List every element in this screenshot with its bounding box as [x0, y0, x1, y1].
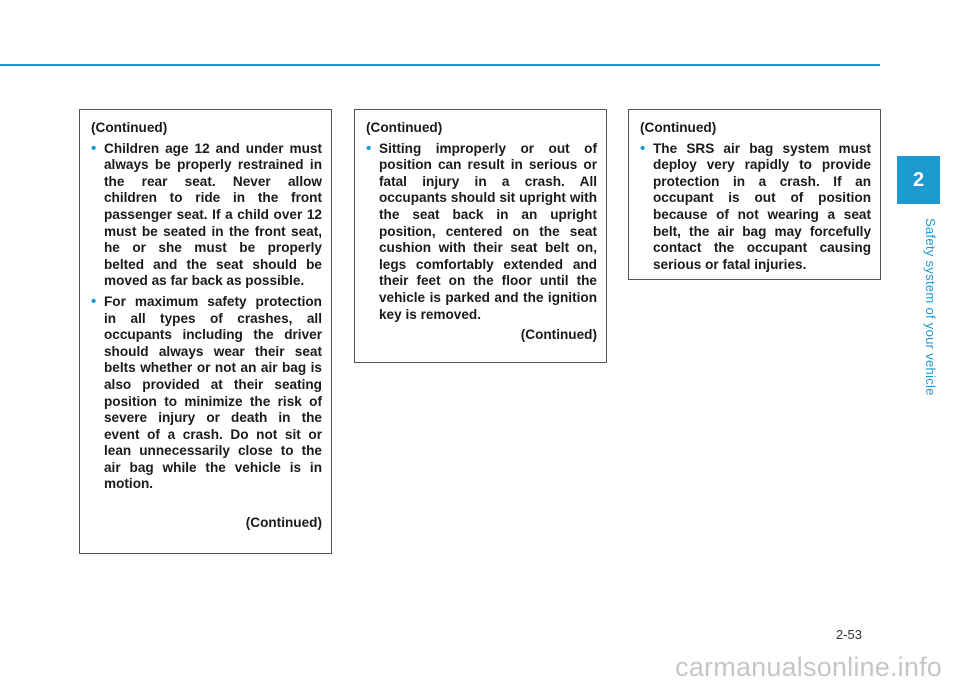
bullet-children-rear-seat: • Children age 12 and under must always be properly restrained in the rear seat. Never allow children to ride in the front passenger seat. If a child over 12 must be seated in the front seat, he or she must be properly belted and the seat should be moved as far back as possible. [91, 141, 322, 290]
warning-box-2 [354, 109, 607, 363]
continued-footer: (Continued) [245, 515, 322, 531]
continued-footer: (Continued) [520, 327, 597, 343]
warning-box-1 [79, 109, 332, 554]
chapter-number-tab [897, 156, 940, 204]
bullet-sitting-position: • Sitting improperly or out of position can result in serious or fatal injury in a crash. All occupants should sit upright with the seat back in an upright position, centered on the seat cushion with their seat belt on, legs comfortably extended and their feet on the floor until the vehicle is parked and the ignition key is removed. [366, 141, 597, 324]
continued-heading: (Continued) [366, 120, 443, 135]
chapter-number: 2 [912, 168, 925, 191]
continued-heading: (Continued) [640, 120, 717, 135]
watermark: carmanualsonline.info [675, 652, 942, 682]
page-number: 2-53 [836, 627, 863, 642]
warning-box-3 [628, 109, 881, 280]
chapter-title: Safety system of your vehicle [923, 218, 938, 396]
header-rule [0, 64, 880, 66]
bullet-srs-deploy: • The SRS air bag system must deploy very rapidly to provide protection in a crash. If an occupant is out of position because of not wearing a seat belt, the air bag may forcefully contact the occupant causing serious or fatal injuries. [640, 141, 871, 274]
continued-heading: (Continued) [91, 120, 168, 135]
bullet-seat-belts: • For maximum safety protection in all types of crashes, all occupants including the driver should always wear their seat belts whether or not an air bag is also provided at their seating position to minimize the risk of severe injury or death in the event of a crash. Do not sit or lean unnecessarily close to the air bag while the vehicle is in motion. [91, 294, 322, 493]
